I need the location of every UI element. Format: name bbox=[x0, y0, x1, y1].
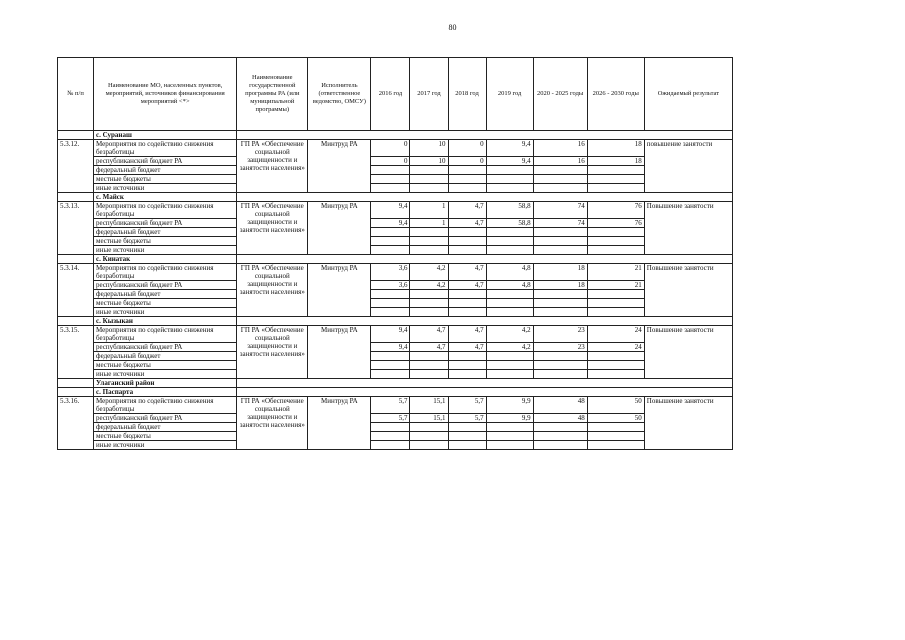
table-row bbox=[58, 397, 733, 414]
source-other: иные источники bbox=[94, 308, 237, 317]
value-cell: 48 bbox=[533, 397, 587, 414]
value-cell-empty bbox=[587, 308, 644, 317]
executor-name: Минтруд РА bbox=[308, 397, 371, 450]
value-cell-empty bbox=[448, 166, 486, 175]
value-cell: 9,4 bbox=[371, 343, 410, 352]
executor-name: Минтруд РА bbox=[308, 202, 371, 255]
value-cell: 4,7 bbox=[448, 202, 486, 219]
measure-name: Мероприятия по содействию снижения безработицы bbox=[94, 202, 237, 219]
value-cell-empty bbox=[533, 228, 587, 237]
value-cell: 18 bbox=[533, 264, 587, 281]
program-name: ГП РА «Обеспечение социальной защищенности и занятости населения» bbox=[237, 397, 308, 450]
district-empty bbox=[237, 379, 733, 388]
value-cell-empty bbox=[587, 184, 644, 193]
value-cell-empty bbox=[486, 441, 533, 450]
value-cell: 4,7 bbox=[448, 281, 486, 290]
header-2016: 2016 год bbox=[371, 58, 410, 131]
value-cell: 3,6 bbox=[371, 264, 410, 281]
value-cell-empty bbox=[371, 175, 410, 184]
value-cell: 3,6 bbox=[371, 281, 410, 290]
value-cell: 4,2 bbox=[486, 343, 533, 352]
executor-name: Минтруд РА bbox=[308, 140, 371, 193]
value-cell: 9,4 bbox=[486, 157, 533, 166]
location-name: с. Суранаш bbox=[94, 131, 237, 140]
value-cell: 4,7 bbox=[448, 219, 486, 228]
location-empty bbox=[237, 317, 733, 326]
table-row bbox=[58, 140, 733, 157]
value-cell-empty bbox=[486, 352, 533, 361]
value-cell-empty bbox=[448, 441, 486, 450]
value-cell: 23 bbox=[533, 326, 587, 343]
value-cell: 4,7 bbox=[448, 264, 486, 281]
value-cell: 4,8 bbox=[486, 281, 533, 290]
location-row bbox=[58, 317, 733, 326]
value-cell: 4,8 bbox=[486, 264, 533, 281]
table-row bbox=[58, 166, 733, 175]
value-cell: 10 bbox=[410, 140, 448, 157]
value-cell-empty bbox=[371, 228, 410, 237]
table-row bbox=[58, 308, 733, 317]
value-cell-empty bbox=[587, 361, 644, 370]
source-fed: федеральный бюджет bbox=[94, 423, 237, 432]
value-cell: 4,7 bbox=[448, 343, 486, 352]
value-cell-empty bbox=[448, 175, 486, 184]
expected-result: Повышение занятости bbox=[644, 264, 732, 317]
value-cell: 58,8 bbox=[486, 202, 533, 219]
location-row bbox=[58, 193, 733, 202]
row-number: 5.3.15. bbox=[58, 326, 94, 379]
value-cell-empty bbox=[448, 246, 486, 255]
location-row bbox=[58, 388, 733, 397]
value-cell-empty bbox=[587, 441, 644, 450]
value-cell: 4,2 bbox=[410, 264, 448, 281]
value-cell-empty bbox=[410, 423, 448, 432]
source-republican: республиканский бюджет РА bbox=[94, 281, 237, 290]
executor-name: Минтруд РА bbox=[308, 326, 371, 379]
source-other: иные источники bbox=[94, 370, 237, 379]
source-republican: республиканский бюджет РА bbox=[94, 219, 237, 228]
value-cell-empty bbox=[410, 308, 448, 317]
value-cell-empty bbox=[486, 175, 533, 184]
value-cell: 5,7 bbox=[448, 414, 486, 423]
district-spacer bbox=[58, 379, 94, 388]
value-cell-empty bbox=[486, 237, 533, 246]
value-cell: 15,1 bbox=[410, 414, 448, 423]
source-fed: федеральный бюджет bbox=[94, 166, 237, 175]
value-cell-empty bbox=[533, 175, 587, 184]
table-row bbox=[58, 414, 733, 423]
value-cell-empty bbox=[371, 423, 410, 432]
value-cell-empty bbox=[448, 237, 486, 246]
table-row bbox=[58, 299, 733, 308]
location-empty bbox=[237, 131, 733, 140]
row-number: 5.3.14. bbox=[58, 264, 94, 317]
value-cell-empty bbox=[371, 166, 410, 175]
value-cell-empty bbox=[533, 290, 587, 299]
value-cell-empty bbox=[587, 299, 644, 308]
value-cell: 21 bbox=[587, 264, 644, 281]
header-result: Ожидаемый результат bbox=[644, 58, 732, 131]
value-cell-empty bbox=[533, 432, 587, 441]
header-2018: 2018 год bbox=[448, 58, 486, 131]
value-cell: 21 bbox=[587, 281, 644, 290]
value-cell-empty bbox=[410, 246, 448, 255]
program-name: ГП РА «Обеспечение социальной защищенности и занятости населения» bbox=[237, 326, 308, 379]
value-cell-empty bbox=[587, 246, 644, 255]
source-fed: федеральный бюджет bbox=[94, 228, 237, 237]
header-2020-2025: 2020 - 2025 годы bbox=[533, 58, 587, 131]
source-fed: федеральный бюджет bbox=[94, 290, 237, 299]
value-cell: 16 bbox=[533, 140, 587, 157]
value-cell: 5,7 bbox=[448, 397, 486, 414]
value-cell: 10 bbox=[410, 157, 448, 166]
value-cell-empty bbox=[486, 166, 533, 175]
value-cell-empty bbox=[448, 361, 486, 370]
value-cell-empty bbox=[587, 370, 644, 379]
value-cell-empty bbox=[587, 166, 644, 175]
value-cell-empty bbox=[371, 308, 410, 317]
table-row bbox=[58, 361, 733, 370]
measure-name: Мероприятия по содействию снижения безработицы bbox=[94, 264, 237, 281]
value-cell-empty bbox=[410, 352, 448, 361]
location-name: с. Паспарта bbox=[94, 388, 237, 397]
row-number: 5.3.16. bbox=[58, 397, 94, 450]
value-cell: 5,7 bbox=[371, 397, 410, 414]
table-row bbox=[58, 281, 733, 290]
value-cell: 9,4 bbox=[371, 326, 410, 343]
value-cell: 4,2 bbox=[486, 326, 533, 343]
program-name: ГП РА «Обеспечение социальной защищенности и занятости населения» bbox=[237, 202, 308, 255]
value-cell: 0 bbox=[448, 157, 486, 166]
value-cell-empty bbox=[486, 361, 533, 370]
value-cell-empty bbox=[410, 361, 448, 370]
value-cell-empty bbox=[486, 246, 533, 255]
table-row bbox=[58, 264, 733, 281]
table-row bbox=[58, 423, 733, 432]
value-cell: 74 bbox=[533, 219, 587, 228]
value-cell-empty bbox=[410, 237, 448, 246]
value-cell-empty bbox=[410, 228, 448, 237]
table-row bbox=[58, 237, 733, 246]
value-cell-empty bbox=[533, 370, 587, 379]
source-loc: местные бюджеты bbox=[94, 237, 237, 246]
value-cell-empty bbox=[448, 228, 486, 237]
table-row bbox=[58, 157, 733, 166]
location-spacer bbox=[58, 388, 94, 397]
value-cell-empty bbox=[587, 432, 644, 441]
value-cell: 76 bbox=[587, 202, 644, 219]
table-row bbox=[58, 326, 733, 343]
district-name: Улаганский район bbox=[94, 379, 237, 388]
value-cell: 23 bbox=[533, 343, 587, 352]
value-cell: 1 bbox=[410, 202, 448, 219]
expected-result: повышение занятости bbox=[644, 140, 732, 193]
value-cell-empty bbox=[486, 432, 533, 441]
value-cell: 48 bbox=[533, 414, 587, 423]
value-cell-empty bbox=[486, 184, 533, 193]
value-cell-empty bbox=[448, 308, 486, 317]
value-cell-empty bbox=[448, 370, 486, 379]
value-cell-empty bbox=[371, 370, 410, 379]
value-cell-empty bbox=[371, 299, 410, 308]
location-name: с. Майск bbox=[94, 193, 237, 202]
value-cell: 18 bbox=[587, 157, 644, 166]
district-row bbox=[58, 379, 733, 388]
value-cell-empty bbox=[587, 352, 644, 361]
value-cell: 16 bbox=[533, 157, 587, 166]
location-row bbox=[58, 255, 733, 264]
value-cell: 18 bbox=[587, 140, 644, 157]
value-cell-empty bbox=[371, 432, 410, 441]
source-republican: республиканский бюджет РА bbox=[94, 414, 237, 423]
value-cell: 9,4 bbox=[486, 140, 533, 157]
value-cell: 24 bbox=[587, 343, 644, 352]
header-2017: 2017 год bbox=[410, 58, 448, 131]
source-loc: местные бюджеты bbox=[94, 361, 237, 370]
source-republican: республиканский бюджет РА bbox=[94, 157, 237, 166]
value-cell: 9,4 bbox=[371, 202, 410, 219]
value-cell-empty bbox=[533, 184, 587, 193]
table-row bbox=[58, 184, 733, 193]
value-cell: 5,7 bbox=[371, 414, 410, 423]
source-fed: федеральный бюджет bbox=[94, 352, 237, 361]
value-cell-empty bbox=[486, 423, 533, 432]
value-cell-empty bbox=[587, 290, 644, 299]
source-loc: местные бюджеты bbox=[94, 432, 237, 441]
value-cell-empty bbox=[587, 423, 644, 432]
table-row bbox=[58, 343, 733, 352]
location-row bbox=[58, 131, 733, 140]
location-empty bbox=[237, 193, 733, 202]
value-cell: 9,9 bbox=[486, 414, 533, 423]
value-cell-empty bbox=[371, 352, 410, 361]
value-cell: 58,8 bbox=[486, 219, 533, 228]
value-cell: 4,7 bbox=[448, 326, 486, 343]
program-name: ГП РА «Обеспечение социальной защищенности и занятости населения» bbox=[237, 264, 308, 317]
value-cell-empty bbox=[533, 423, 587, 432]
executor-name: Минтруд РА bbox=[308, 264, 371, 317]
source-other: иные источники bbox=[94, 441, 237, 450]
header-executor: Исполнитель (ответственное ведомство, ОМСУ) bbox=[308, 58, 371, 131]
value-cell: 76 bbox=[587, 219, 644, 228]
value-cell-empty bbox=[533, 308, 587, 317]
value-cell-empty bbox=[371, 246, 410, 255]
table-row bbox=[58, 175, 733, 184]
table-row bbox=[58, 370, 733, 379]
value-cell: 4,7 bbox=[410, 343, 448, 352]
value-cell-empty bbox=[533, 166, 587, 175]
value-cell-empty bbox=[533, 246, 587, 255]
value-cell-empty bbox=[587, 228, 644, 237]
value-cell: 50 bbox=[587, 397, 644, 414]
table-row bbox=[58, 290, 733, 299]
table-row bbox=[58, 246, 733, 255]
value-cell-empty bbox=[533, 441, 587, 450]
location-name: с. Кинатак bbox=[94, 255, 237, 264]
table-row bbox=[58, 352, 733, 361]
value-cell-empty bbox=[533, 237, 587, 246]
value-cell-empty bbox=[371, 441, 410, 450]
measure-name: Мероприятия по содействию снижения безработицы bbox=[94, 140, 237, 157]
value-cell: 24 bbox=[587, 326, 644, 343]
value-cell: 1 bbox=[410, 219, 448, 228]
value-cell: 0 bbox=[371, 140, 410, 157]
table-row bbox=[58, 202, 733, 219]
table-row bbox=[58, 219, 733, 228]
value-cell-empty bbox=[410, 299, 448, 308]
value-cell: 50 bbox=[587, 414, 644, 423]
table-row bbox=[58, 228, 733, 237]
value-cell-empty bbox=[486, 228, 533, 237]
value-cell-empty bbox=[486, 370, 533, 379]
value-cell-empty bbox=[410, 175, 448, 184]
source-other: иные источники bbox=[94, 184, 237, 193]
expected-result: Повышение занятости bbox=[644, 397, 732, 450]
value-cell-empty bbox=[371, 184, 410, 193]
value-cell-empty bbox=[448, 352, 486, 361]
source-loc: местные бюджеты bbox=[94, 299, 237, 308]
location-spacer bbox=[58, 317, 94, 326]
value-cell-empty bbox=[587, 175, 644, 184]
value-cell-empty bbox=[410, 290, 448, 299]
value-cell-empty bbox=[533, 361, 587, 370]
value-cell-empty bbox=[486, 290, 533, 299]
value-cell-empty bbox=[587, 237, 644, 246]
value-cell: 9,4 bbox=[371, 219, 410, 228]
table-row bbox=[58, 432, 733, 441]
value-cell-empty bbox=[371, 290, 410, 299]
location-spacer bbox=[58, 255, 94, 264]
source-republican: республиканский бюджет РА bbox=[94, 343, 237, 352]
value-cell-empty bbox=[448, 290, 486, 299]
value-cell-empty bbox=[410, 432, 448, 441]
value-cell: 4,2 bbox=[410, 281, 448, 290]
table-row bbox=[58, 441, 733, 450]
row-number: 5.3.12. bbox=[58, 140, 94, 193]
row-number: 5.3.13. bbox=[58, 202, 94, 255]
page-number: 80 bbox=[448, 23, 457, 32]
value-cell-empty bbox=[371, 361, 410, 370]
source-other: иные источники bbox=[94, 246, 237, 255]
value-cell-empty bbox=[533, 299, 587, 308]
value-cell: 74 bbox=[533, 202, 587, 219]
location-empty bbox=[237, 255, 733, 264]
value-cell-empty bbox=[533, 352, 587, 361]
value-cell: 0 bbox=[371, 157, 410, 166]
value-cell-empty bbox=[410, 441, 448, 450]
value-cell-empty bbox=[410, 184, 448, 193]
value-cell: 0 bbox=[448, 140, 486, 157]
header-num: № п/п bbox=[58, 58, 94, 131]
measure-name: Мероприятия по содействию снижения безработицы bbox=[94, 326, 237, 343]
expected-result: Повышение занятости bbox=[644, 202, 732, 255]
location-spacer bbox=[58, 131, 94, 140]
value-cell: 18 bbox=[533, 281, 587, 290]
source-loc: местные бюджеты bbox=[94, 175, 237, 184]
value-cell-empty bbox=[410, 370, 448, 379]
program-name: ГП РА «Обеспечение социальной защищенности и занятости населения» bbox=[237, 140, 308, 193]
value-cell-empty bbox=[448, 432, 486, 441]
value-cell-empty bbox=[371, 237, 410, 246]
value-cell-empty bbox=[410, 166, 448, 175]
value-cell-empty bbox=[486, 299, 533, 308]
measure-name: Мероприятия по содействию снижения безработицы bbox=[94, 397, 237, 414]
header-2026-2030: 2026 - 2030 годы bbox=[587, 58, 644, 131]
value-cell: 4,7 bbox=[410, 326, 448, 343]
value-cell: 9,9 bbox=[486, 397, 533, 414]
value-cell: 15,1 bbox=[410, 397, 448, 414]
location-name: с. Кызыкан bbox=[94, 317, 237, 326]
expected-result: Повышение занятости bbox=[644, 326, 732, 379]
header-2019: 2019 год bbox=[486, 58, 533, 131]
value-cell-empty bbox=[448, 299, 486, 308]
value-cell-empty bbox=[486, 308, 533, 317]
location-empty bbox=[237, 388, 733, 397]
header-program: Наименование государственной программы РА (или муниципальной программы) bbox=[237, 58, 308, 131]
header-name: Наименование МО, населенных пунктов, мероприятий, источников финансирования мероприятий <*> bbox=[94, 58, 237, 131]
value-cell-empty bbox=[448, 184, 486, 193]
location-spacer bbox=[58, 193, 94, 202]
value-cell-empty bbox=[448, 423, 486, 432]
budget-table bbox=[57, 57, 733, 450]
